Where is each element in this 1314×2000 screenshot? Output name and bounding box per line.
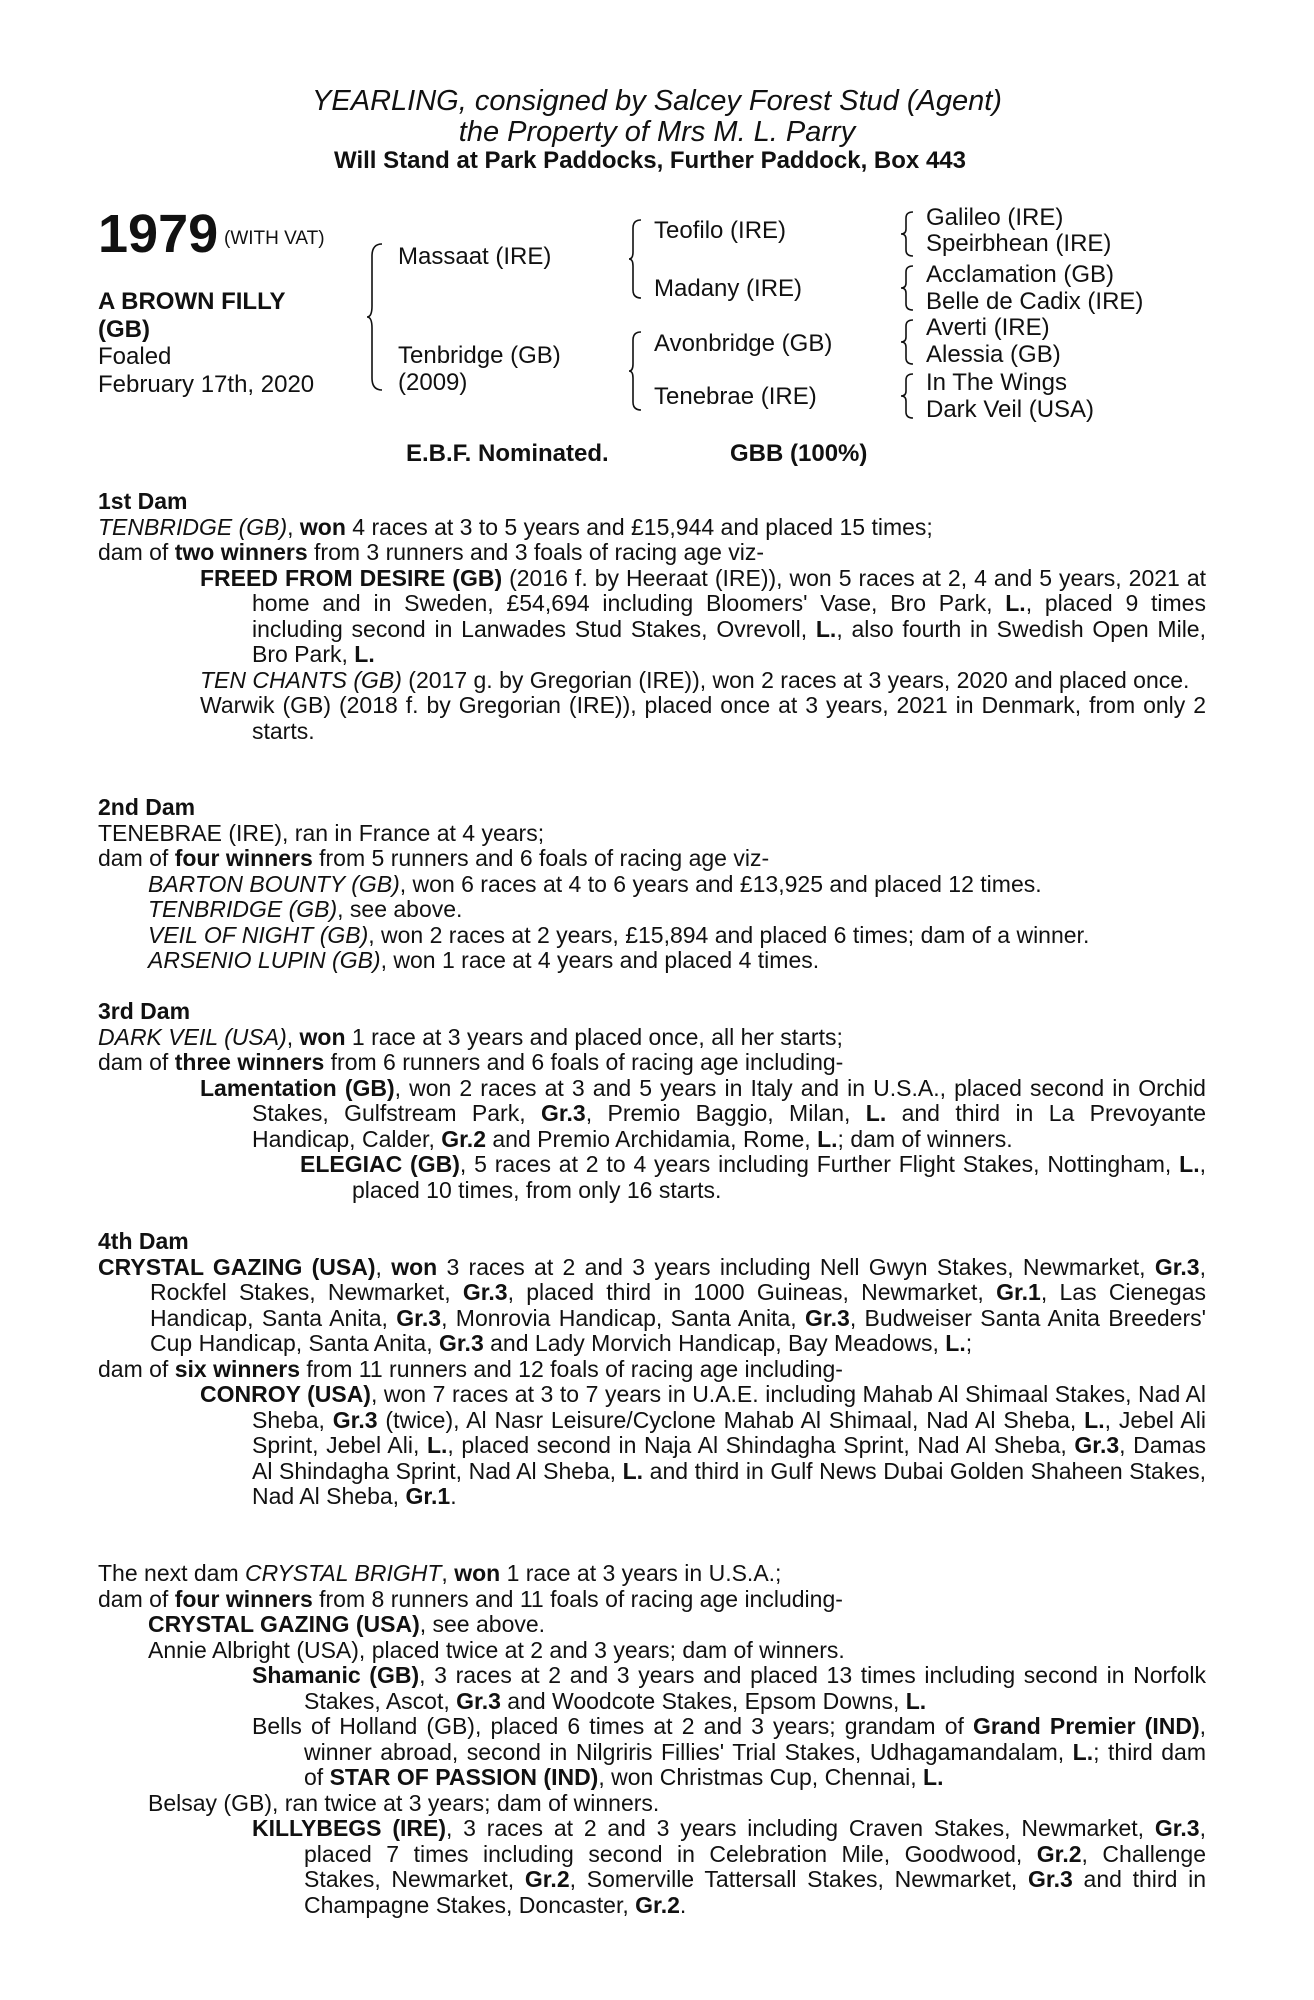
pedigree-sire-sire: Teofilo (IRE) [654, 217, 787, 244]
second-dam-heading: 2nd Dam [98, 794, 196, 820]
third-dam-produce: dam of three winners from 6 runners and 6 foals of racing age including- [98, 1049, 844, 1075]
offspring-warwik: Warwik (GB) (2018 f. by Gregorian (IRE)), placed once at 3 years, 2021 in Denmark, from only 2 starts. [200, 692, 1206, 744]
next-dam-record: The next dam CRYSTAL BRIGHT, won 1 race at 3 years in U.S.A.; [98, 1560, 782, 1586]
pedigree-g1: Galileo (IRE) [926, 204, 1064, 231]
grandoffspring-bells-of-holland: Bells of Holland (GB), placed 6 times at 2 and 3 years; grandam of Grand Premier (IND), winner abroad, second in Nilgriris Fillies' Trial Stakes, Udhagamandalam, L.; third dam of STAR OF PASSION (IND), won Christmas Cup, Chennai, L. [252, 1713, 1207, 1790]
offspring-tenbridge: TENBRIDGE (GB), see above. [148, 896, 463, 922]
grandoffspring-killybegs: KILLYBEGS (IRE), 3 races at 2 and 3 years including Craven Stakes, Newmarket, Gr.3, placed 7 times including second in Celebration Mile, Goodwood, Gr.2, Challenge Stakes, Newmarket, Gr.2, Somerville Tattersall Stakes, Newmarket, Gr.3 and third in Champagne Stakes, Doncaster, Gr.2. [252, 1815, 1207, 1918]
pedigree-g2: Speirbhean (IRE) [926, 230, 1112, 257]
grandoffspring-shamanic: Shamanic (GB), 3 races at 2 and 3 years and placed 13 times including second in Norfolk Stakes, Ascot, Gr.3 and Woodcote Stakes, Epsom Downs, L. [252, 1662, 1206, 1714]
third-dam-record: DARK VEIL (USA), won 1 race at 3 years and placed once, all her starts; [98, 1023, 843, 1050]
second-dam-produce: dam of four winners from 5 runners and 6 foals of racing age viz- [98, 845, 770, 871]
vat-note: (WITH VAT) [224, 228, 325, 249]
section-second-dam [98, 795, 1206, 974]
ebf-nomination: E.B.F. Nominated. [406, 440, 609, 467]
header-line-consignor: YEARLING, consigned by Salcey Forest Stud (Agent) [312, 85, 1002, 117]
offspring-ten-chants: TEN CHANTS (GB) (2017 g. by Gregorian (IRE)), won 2 races at 3 years, 2020 and placed once. [200, 666, 1190, 693]
pedigree-dam-year: (2009) [398, 369, 468, 396]
header-line-stand: Will Stand at Park Paddocks, Further Paddock, Box 443 [334, 147, 966, 174]
fourth-dam-record: CRYSTAL GAZING (USA), won 3 races at 2 and 3 years including Nell Gwyn Stakes, Newmarket, Gr.3, Rockfel Stakes, Newmarket, Gr.3, placed third in 1000 Guineas, Newmarket, Gr.1, Las Cienegas Handicap, Santa Anita, Gr.3, Monrovia Handicap, Santa Anita, Gr.3, Budweiser Santa Anita Breeders' Cup Handicap, Santa Anita, Gr.3 and Lady Morvich Handicap, Bay Meadows, L.; [98, 1253, 1206, 1356]
pedigree-g7: In The Wings [926, 369, 1067, 396]
offspring-belsay: Belsay (GB), ran twice at 3 years; dam of winners. [148, 1789, 660, 1816]
pedigree-dam-dam: Tenebrae (IRE) [654, 383, 817, 410]
offspring-crystal-gazing: CRYSTAL GAZING (USA), see above. [148, 1611, 546, 1637]
offspring-barton-bounty: BARTON BOUNTY (GB), won 6 races at 4 to 6 years and £13,925 and placed 12 times. [148, 870, 1042, 897]
offspring-elegiac: ELEGIAC (GB), 5 races at 2 to 4 years including Further Flight Stakes, Nottingham, L., placed 10 times, from only 16 starts. [300, 1151, 1206, 1203]
offspring-veil-of-night: VEIL OF NIGHT (GB), won 2 races at 2 years, £15,894 and placed 6 times; dam of a winner. [148, 921, 1090, 948]
pedigree-dam: Tenbridge (GB) [398, 342, 561, 369]
pedigree-sire: Massaat (IRE) [398, 243, 552, 270]
gbb-status: GBB (100%) [730, 440, 868, 467]
sex-origin: (GB) [98, 316, 150, 343]
brace-gen1 [366, 242, 386, 392]
fourth-dam-produce: dam of six winners from 11 runners and 12 foals of racing age including- [98, 1355, 843, 1382]
brace-gen3-4 [900, 372, 916, 420]
sex-line: A BROWN FILLY [98, 288, 286, 315]
second-dam-record: TENEBRAE (IRE), ran in France at 4 years; [98, 819, 545, 846]
foaled-label: Foaled [98, 343, 172, 370]
section-third-dam [98, 999, 1206, 1203]
offspring-lamentation: Lamentation (GB), won 2 races at 3 and 5 years in Italy and in U.S.A., placed second in Orchid Stakes, Gulfstream Park, Gr.3, Premio Baggio, Milan, L. and third in La Prevoyante Handicap, Calder, Gr.2 and Premio Archidamia, Rome, L.; dam of winners. [200, 1074, 1206, 1152]
pedigree-dam-sire: Avonbridge (GB) [654, 330, 833, 357]
offspring-conroy: CONROY (USA), won 7 races at 3 to 7 years in U.A.E. including Mahab Al Shimaal Stakes, Nad Al Sheba, Gr.3 (twice), Al Nasr Leisure/Cyclone Mahab Al Shimaal, Nad Al Sheba, L., Jebel Ali Sprint, Jebel Ali, L., placed second in Naja Al Shindagha Sprint, Nad Al Sheba, Gr.3, Damas Al Shindagha Sprint, Nad Al Sheba, L. and third in Gulf News Dubai Golden Shaheen Stakes, Nad Al Sheba, Gr.1. [200, 1381, 1207, 1509]
header-line-property: the Property of Mrs M. L. Parry [458, 116, 856, 148]
lot-number: 1979 [98, 204, 219, 264]
pedigree-g5: Averti (IRE) [926, 314, 1050, 341]
offspring-freed-from-desire: FREED FROM DESIRE (GB) (2016 f. by Heeraat (IRE)), won 5 races at 2, 4 and 5 years, 2021 at home and in Sweden, £54,694 including Bloomers' Vase, Bro Park, L., placed 9 times including second in Lanwades Stud Stakes, Ovrevoll, L., also fourth in Swedish Open Mile, Bro Park, L. [200, 564, 1207, 667]
pedigree-g6: Alessia (GB) [926, 341, 1061, 368]
pedigree-g4: Belle de Cadix (IRE) [926, 288, 1144, 315]
first-dam-produce: dam of two winners from 3 runners and 3 foals of racing age viz- [98, 539, 765, 565]
brace-gen3-1 [900, 210, 916, 258]
section-fourth-dam [98, 1229, 1206, 1510]
fourth-dam-heading: 4th Dam [98, 1228, 189, 1254]
next-dam-produce: dam of four winners from 8 runners and 11 foals of racing age including- [98, 1585, 843, 1612]
first-dam-record: TENBRIDGE (GB), won 4 races at 3 to 5 years and £15,944 and placed 15 times; [98, 513, 933, 540]
pedigree-sire-dam: Madany (IRE) [654, 275, 803, 302]
section-next-dam [98, 1561, 1206, 1918]
brace-gen3-2 [900, 264, 916, 312]
first-dam-heading: 1st Dam [98, 488, 188, 514]
foaled-date: February 17th, 2020 [98, 371, 315, 398]
pedigree-g3: Acclamation (GB) [926, 261, 1115, 288]
brace-dam-gen2 [628, 330, 644, 412]
third-dam-heading: 3rd Dam [98, 998, 191, 1024]
pedigree-g8: Dark Veil (USA) [926, 396, 1095, 423]
section-first-dam [98, 489, 1206, 744]
brace-gen3-3 [900, 318, 916, 366]
offspring-annie-albright: Annie Albright (USA), placed twice at 2 and 3 years; dam of winners. [148, 1636, 845, 1663]
offspring-arsenio-lupin: ARSENIO LUPIN (GB), won 1 race at 4 years and placed 4 times. [148, 947, 820, 973]
brace-sire-gen2 [628, 218, 644, 300]
